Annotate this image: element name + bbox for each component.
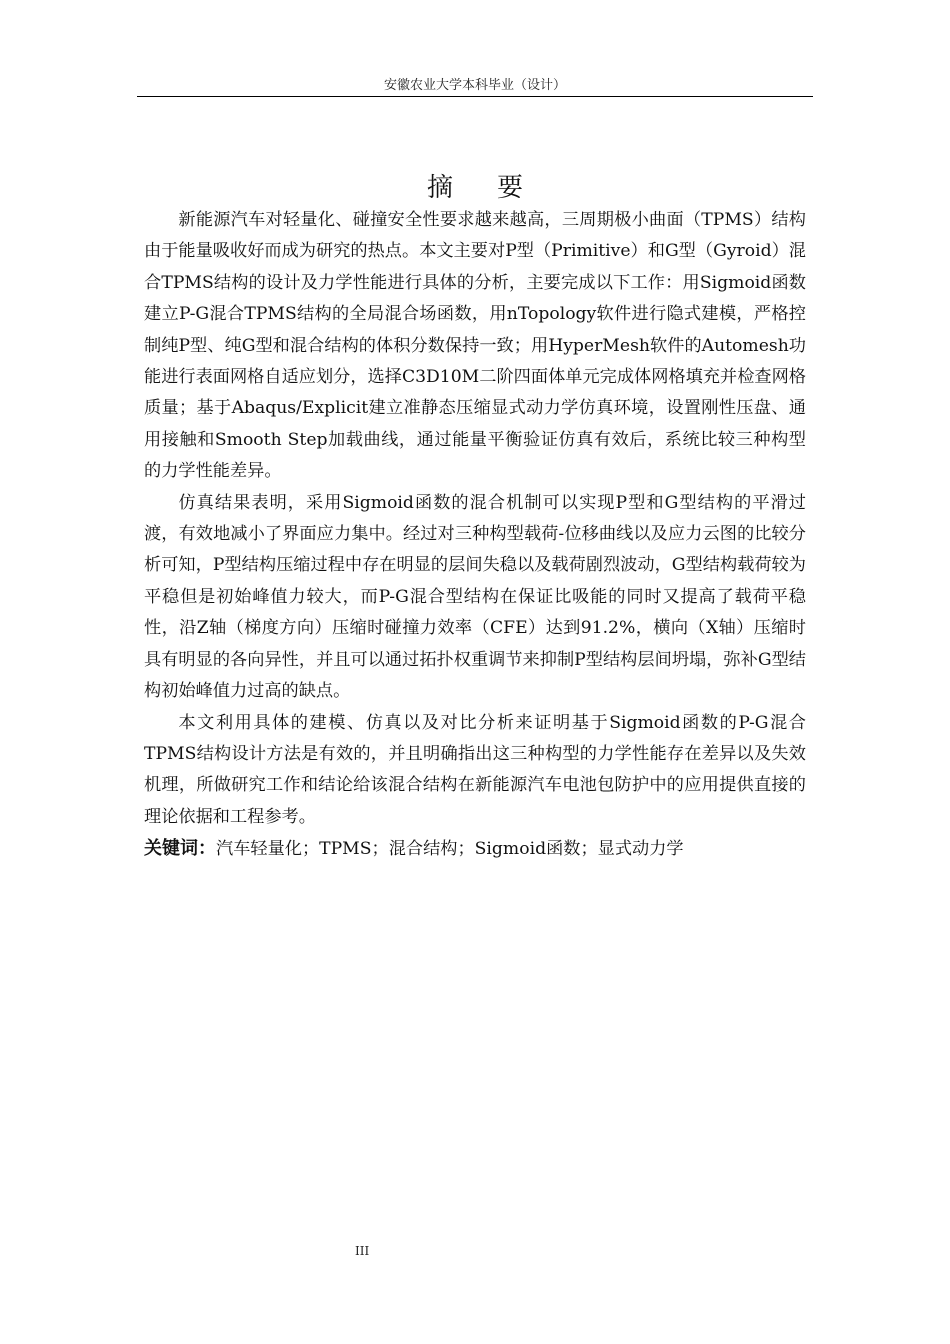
abstract-paragraph-3: 本文利用具体的建模、仿真以及对比分析来证明基于Sigmoid函数的P-G混合TPMS结构设计方法是有效的，并且明确指出这三种构型的力学性能存在差异以及失效机理，所做研究工作和结论给该混合结构在新能源汽车电池包防护中的应用提供直接的理论依据和工程参考。 [144, 712, 806, 827]
abstract-title: 摘要 [426, 173, 567, 204]
header-text: 安徽农业大学本科毕业（设计） [383, 78, 566, 93]
page-header [137, 78, 813, 97]
abstract-paragraph-1: 新能源汽车对轻量化、碰撞安全性要求越来越高，三周期极小曲面（TPMS）结构由于能量吸收好而成为研究的热点。本文主要对P型（Primitive）和G型（Gyroid）混合TPMS结构的设计及力学性能进行具体的分析，主要完成以下工作：用Sigmoid函数建立P-G混合TPMS结构的全局混合场函数，用nTopology软件进行隐式建模，严格控制纯P型、纯G型和混合结构的体积分数保持一致；用HyperMesh软件的Automesh功能进行表面网格自适应划分，选择C3D10M二阶四面体单元完成体网格填充并检查网格质量；基于Abaqus/Explicit建立准静态压缩显式动力学仿真环境，设置刚性压盘、通用接触和Smooth Step加载曲线，通过能量平衡验证仿真有效后，系统比较三种构型的力学性能差异。 [144, 210, 806, 482]
keywords-line [144, 833, 806, 865]
page-number: III [355, 1244, 370, 1258]
abstract-paragraph-2: 仿真结果表明，采用Sigmoid函数的混合机制可以实现P型和G型结构的平滑过渡，有效地减小了界面应力集中。经过对三种构型载荷-位移曲线以及应力云图的比较分析可知，P型结构压缩过程中存在明显的层间失稳以及载荷剧烈波动，G型结构载荷较为平稳但是初始峰值力较大，而P-G混合型结构在保证比吸能的同时又提高了载荷平稳性，沿Z轴（梯度方向）压缩时碰撞力效率（CFE）达到91.2%，横向（X轴）压缩时具有明显的各向异性，并且可以通过拓扑权重调节来抑制P型结构层间坍塌，弥补G型结构初始峰值力过高的缺点。 [144, 492, 806, 702]
abstract-body [144, 205, 806, 866]
keywords-text: 汽车轻量化；TPMS；混合结构；Sigmoid函数；显式动力学 [216, 839, 684, 860]
keywords-label: 关键词： [144, 838, 216, 860]
